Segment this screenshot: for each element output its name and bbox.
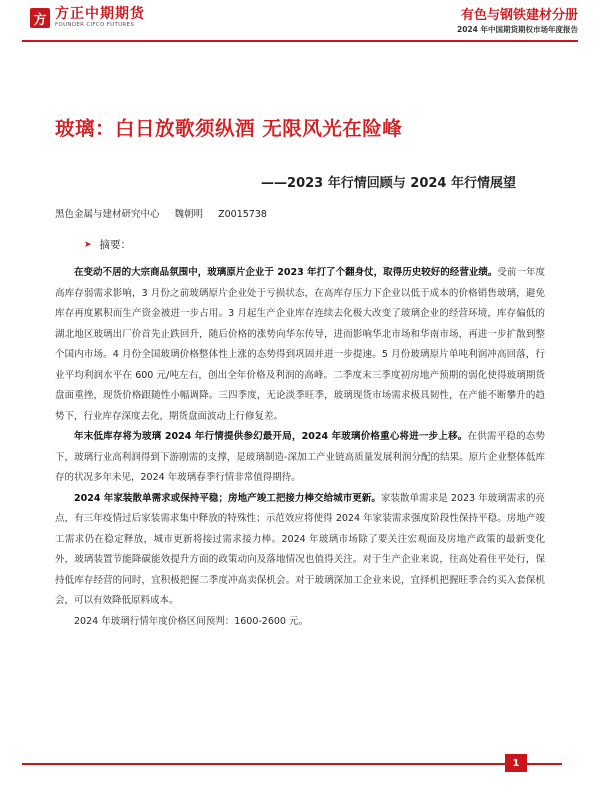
logo-mark-icon: 方: [30, 8, 50, 28]
footer-divider: [22, 763, 562, 765]
paragraph-lead: 2024 年家装散单需求或保持平稳；房地产竣工把接力棒交给城市更新。: [74, 492, 381, 504]
logo-text: [55, 7, 145, 29]
paragraph-text: 家装散单需求是 2023 年玻璃需求的亮点，有三年疫情过后家装需求集中释放的特殊性；示范效应将使得 2024 年家装需求强度阶段性保持平稳。房地产竣工需求仍在稳定释放，城市更新将接过需求接力棒。2024 年玻璃市场除了要关注宏观面及房地产政策的最新变化外，玻璃装置节能降碳能效提升方面的政策动向及落地情况也值得关注。对于生产企业来说，往高处看住平处行，保持低库存经营的同时，宜积极把握二季度冲高卖保机会。对于玻璃深加工企业来说，宜择机把握旺季合约买入套保机会，可以有效降低原料成本。: [55, 492, 545, 606]
summary-body: [55, 263, 545, 632]
header-divider: [22, 40, 578, 42]
author-dept: 黑色金属与建材研究中心: [55, 209, 160, 220]
summary-label: 摘要：: [99, 239, 132, 251]
page-number: 1: [505, 754, 527, 772]
report-name: 2024 年中国期货期权市场年度报告: [457, 25, 578, 34]
author-license: Z0015738: [218, 209, 267, 220]
author-line: [55, 206, 279, 220]
paragraph: [55, 263, 545, 427]
page-subtitle: ——2023 年行情回顾与 2024 年行情展望: [261, 176, 516, 191]
summary-heading: [84, 237, 131, 252]
paragraph: [55, 612, 545, 633]
paragraph-lead: 年末低库存将为玻璃 2024 年行情提供参幻最开局，2024 年玻璃价格重心将进一步上移。: [74, 431, 468, 442]
author-name: 魏朝明: [174, 209, 204, 220]
paragraph-text: 受前一年度高库存弱需求影响，3 月份之前玻璃原片企业处于亏损状态，在高库存压力下企业以低于成本的价格销售玻璃，避免库存再度累积而生产资金被进一步占用。3 月起生产企业库存连续去化极大改变了玻璃企业的经营环境，库存偏低的湖北地区玻璃出厂价首先止跌回升，随后价格的涨势向华东传导，进而影响华北市场和华南市场，再进一步扩散到整个国内市场。4 月份全国玻璃价格整体性上涨的态势得到巩固并进一步提速。5 月份玻璃原片单吨利润冲高回落，行业平均利润水平在 600 元/吨左右，创出全年价格及利润的高峰。二季度末三季度初房地产预期的弱化使得玻璃期货盘面重挫，现货价格跟随性小幅调降。三四季度，无论淡季旺季，玻璃现货市场需求极具韧性，在产能不断攀升的趋势下，行业库存深度去化，期货盘面波动上行修复差。: [55, 267, 545, 422]
page-title: 玻璃：白日放歌须纵酒 无限风光在险峰: [55, 117, 403, 140]
arrow-bullet-icon: ➤: [84, 239, 92, 250]
page-header: [0, 0, 600, 44]
paragraph: [55, 489, 545, 612]
paragraph-text: 在供需平稳的态势下，玻璃行业高利润得到下游刚需的支撑，是玻璃制造-深加工产业链高质量发展利润分配的结果。原片企业整体低库存的状况多年未见，2024 年玻璃春季行情非常值得期待。: [55, 431, 545, 483]
paragraph-lead: 在变动不居的大宗商品氛围中，玻璃原片企业于 2023 年打了个翻身仗，取得历史较好的经营业绩。: [74, 267, 498, 278]
logo-en: FOUNDER CIFCO FUTURES: [55, 22, 135, 28]
paragraph: [55, 427, 545, 489]
logo-cn: 方正中期期货: [55, 6, 145, 22]
company-logo: [30, 7, 145, 29]
paragraph-text: 2024 年玻璃行情年度价格区间预判：1600-2600 元。: [74, 615, 308, 627]
division-title: 有色与钢铁建材分册: [460, 8, 578, 23]
